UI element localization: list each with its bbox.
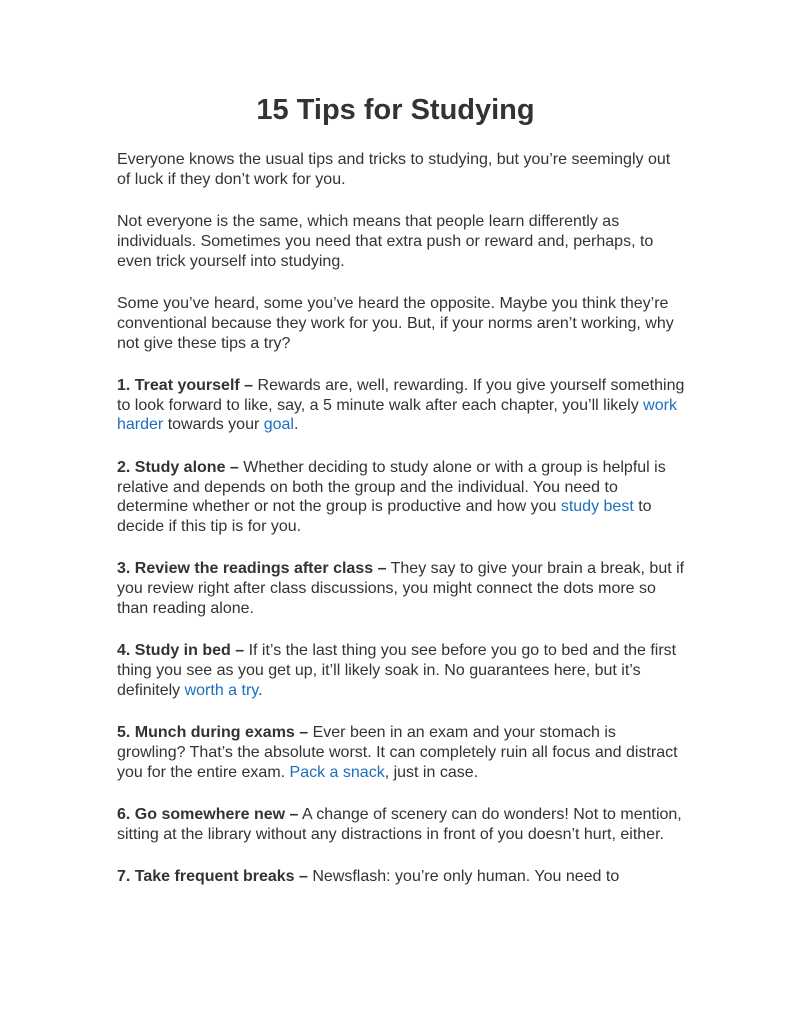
tip-heading: 2. Study alone – [117, 458, 239, 476]
worth-a-try-link[interactable]: worth a try [184, 681, 259, 699]
tip-text: If it’s the last thing you see before you go to bed and the first thing you see as you get up, it’ll likely soak in. No guarantees here, but it’s definitely [117, 642, 677, 699]
tip-heading: 7. Take frequent breaks – [117, 868, 308, 886]
tip-heading: 5. Munch during exams – [117, 724, 309, 742]
tip-text: towards your [163, 416, 264, 434]
tip-heading: 6. Go somewhere new – [117, 806, 299, 824]
study-best-link[interactable]: study best [560, 498, 634, 516]
tip-text: Rewards are, well, rewarding. If you give yourself something to look forward to like, say, a 5 minute walk after each chapter, you’ll likely [117, 376, 685, 414]
tip-text: . [293, 416, 299, 434]
tip-3 [117, 559, 687, 618]
goal-link[interactable]: goal [263, 416, 294, 434]
tip-2 [117, 458, 687, 537]
tip-text: They say to give your brain a break, but if you review right after class discussions, you might connect the dots more so than reading alone. [117, 560, 685, 618]
tip-text: Ever been in an exam and your stomach is growling? That’s the absolute worst. It can completely ruin all focus and distract you for the entire exam. [117, 724, 678, 781]
tip-4 [117, 641, 687, 700]
tip-text: A change of scenery can do wonders! Not to mention, sitting at the library without any distractions in front of you doesn’t hurt, either. [117, 806, 682, 843]
tip-text: , just in case. [384, 763, 479, 781]
tip-text: Newsflash: you’re only human. You need to [307, 868, 620, 886]
page-title: 15 Tips for Studying [256, 94, 535, 126]
tip-7 [117, 867, 687, 887]
tip-5 [117, 723, 687, 782]
intro-paragraph-3: Some you’ve heard, some you’ve heard the opposite. Maybe you think they’re conventional because they work for you. But, if your norms aren’t working, why not give these tips a try? [117, 294, 674, 352]
tip-heading: 1. Treat yourself – [117, 376, 254, 394]
tip-heading: 3. Review the readings after class – [117, 560, 387, 578]
pack-a-snack-link[interactable]: Pack a snack [289, 763, 385, 781]
intro-paragraph-2: Not everyone is the same, which means that people learn differently as individuals. Sometimes you need that extra push or reward and, perhaps, to even trick yourself into studying. [117, 213, 654, 270]
document-body [117, 150, 687, 910]
intro-paragraph-1: Everyone knows the usual tips and tricks to studying, but you’re seemingly out of luck if they don’t work for you. [117, 151, 671, 188]
tip-heading: 4. Study in bed – [117, 642, 245, 660]
tip-1 [117, 376, 687, 435]
tip-text: . [258, 681, 263, 699]
tip-text: Whether deciding to study alone or with a group is helpful is relative and depends on both the group and the individual. You need to determine whether or not the group is productive and how you [117, 458, 666, 516]
tip-text: to decide if this tip is for you. [117, 498, 652, 536]
work-harder-link[interactable]: work harder [117, 396, 677, 434]
tip-6 [117, 805, 687, 845]
